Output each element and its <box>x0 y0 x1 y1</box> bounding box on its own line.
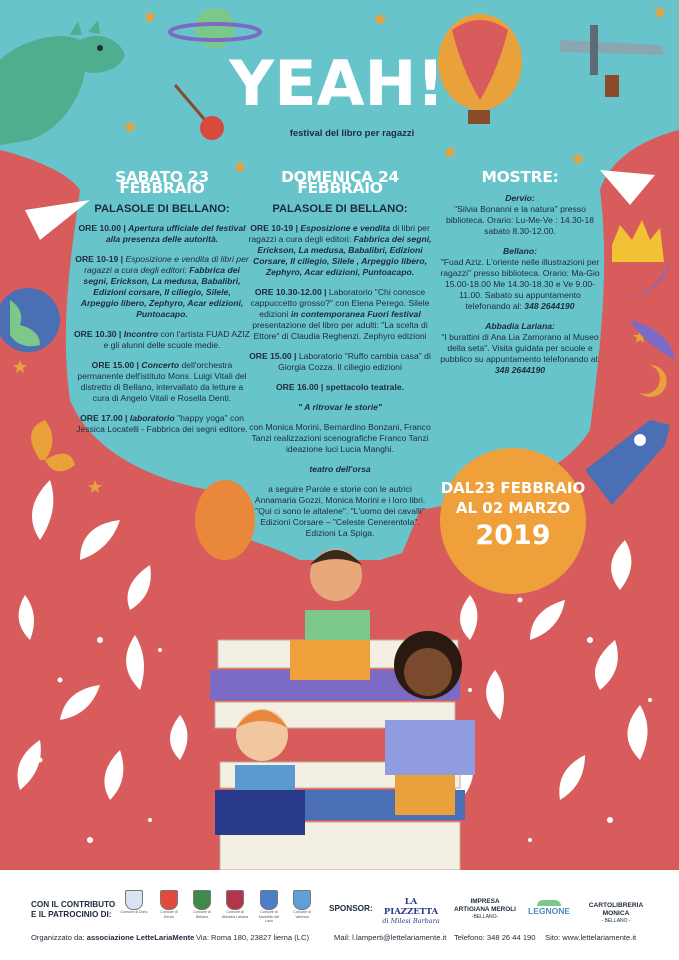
date-badge-line-1: DAL23 FEBBRAIO <box>440 479 586 497</box>
saturday-title: SABATO 23 FEBBRAIO <box>115 168 209 197</box>
balloon-illustration <box>438 14 522 124</box>
crest-bellano: Comune di Bellano <box>188 890 216 919</box>
sponsor-meroli: IMPRESA ARTIGIANA MEROLI -BELLANO- <box>454 898 516 920</box>
phone: Telefono: 348 26 44 190 <box>454 933 536 942</box>
date-badge-line-2: AL 02 MARZO <box>455 499 571 517</box>
saturday-column <box>74 168 250 444</box>
saturday-event-1: ORE 10.00 | Apertura ufficiale del festival alla presenza delle autorità. <box>78 223 246 244</box>
saturday-event-5: ORE 17.00 | laboratorio "happy yoga" con Jessica Locatelli - Fabbrica dei segni editore. <box>76 413 248 434</box>
sponsor-label: SPONSOR: <box>329 904 373 913</box>
exhibition-bellano-place: Bellano: <box>503 246 537 256</box>
sponsor-la-piazzetta: LA PIAZZETTA di Milesi Barbara <box>382 897 440 925</box>
exhibitions-column <box>436 168 604 385</box>
crest-dervio: Comune di Dervio <box>155 890 183 919</box>
saturday-event-3: ORE 10.30 | Incontro con l'artista FUAD AZIZ e gli alunni delle scuole medie. <box>74 329 250 350</box>
planet-illustration <box>170 8 260 48</box>
crest-dorio: Comune di Dorio <box>120 890 148 915</box>
exhibition-dervio-text: "Silvia Bonanni e la natura" presso biblioteca. Orario: Lu-Me-Ve : 14.30-18 sabato 8.30-12.00. <box>445 204 595 236</box>
sunday-title: DOMENICA 24 FEBBRAIO <box>281 168 399 197</box>
crest-mandello: Comune di Mandello del Lario <box>255 890 283 924</box>
contribution-label: CON IL CONTRIBUTO E IL PATROCINIO DI: <box>31 900 116 919</box>
organizer: Organizzato da: associazione LetteLariaMente <box>31 933 195 942</box>
sunday-venue: PALASOLE DI BELLANO: <box>272 203 408 215</box>
crest-icon <box>293 890 311 910</box>
website-link[interactable]: Sito: www.lettelariamente.it <box>545 933 637 942</box>
address: Via: Roma 180, 23827 lierna (LC) <box>196 933 309 942</box>
exhibition-abbadia-place: Abbadia Lariana: <box>485 321 555 331</box>
logo-text: YEAH! <box>229 47 445 120</box>
crest-icon <box>193 890 211 910</box>
date-badge-year: 2019 <box>475 520 551 551</box>
sunday-event-3: ORE 15.00 | Laboratorio "Ruffo cambia casa" di Giorgia Cozza. Il ciliegio edizioni <box>249 351 431 372</box>
exhibitions-title: MOSTRE: <box>481 168 559 186</box>
guitar-illustration <box>175 85 224 140</box>
festival-tagline: festival del libro per ragazzi <box>289 128 415 139</box>
sponsor-cartolibreria: CARTOLIBRERIA MONICA - BELLANO - <box>588 902 644 924</box>
tiger-illustration <box>195 480 255 560</box>
crest-abbadia: Comune di Abbadia Lariana <box>221 890 249 919</box>
exhibition-dervio-place: Dervio: <box>505 193 535 203</box>
crest-icon <box>160 890 178 910</box>
yeah-logo <box>229 33 445 143</box>
date-badge <box>440 448 586 594</box>
sunday-event-4: ORE 16.00 | spettacolo teatrale. <box>275 382 405 392</box>
crest-icon <box>260 890 278 910</box>
dragon-illustration <box>0 20 125 145</box>
footer <box>0 870 679 960</box>
sunday-company: teatro dell'orsa <box>309 464 371 474</box>
sunday-show-title: " A ritrovar le storie" <box>298 402 382 412</box>
email[interactable]: Mail: l.lamperti@lettelariamente.it <box>334 933 447 942</box>
saturday-event-2: ORE 10-19 | Esposizione e vendita di libri per ragazzi a cura degli editori: Fabbrica dei segni, Erickson, La medusa, Babalibri, Edizioni corsare, Il ciliegio, Silele, Arpeggio libero, Zephyro, Acar edizioni, Puntoacapo. <box>75 254 249 319</box>
sunday-show-credits: con Monica Morini, Bernardino Bonzani, Franco Tanzi realizzazioni scenografiche Franco Tanzi ideazione luci Lucia Manghi. <box>249 422 431 454</box>
sunday-event-2: ORE 10.30-12.00 | Laboratorio "Chi conosce cappuccetto grosso?" con Elena Perego. Silele edizioni in contemporanea Fuori festival presentazione del libro per adulti: "La scelta di Ettore" di Claudia Reghenzi. Zephyro edizioni <box>250 287 430 341</box>
crest-icon <box>226 890 244 910</box>
crest-icon <box>125 890 143 910</box>
exhibition-bellano-text: "Fuad Aziz. L'oriente nelle illustrazioni per ragazzi" presso biblioteca. Orario: Ma-Gio 15.00-18.00 Me 14.30-18.30 e Ve 9.00-11.00. Sabato su appuntamento telefonando al: 348 2644190 <box>440 257 600 311</box>
sunday-column <box>248 168 432 548</box>
exhibition-abbadia-text: "I burattini di Ana Lia Zamorano al Museo della seta". Visita guidata per scuole e pubblico su appuntamento telefonando al: 348 2644190 <box>440 332 600 375</box>
crest-varenna: Comune di Varenna <box>288 890 316 919</box>
sunday-event-1: ORE 10-19 | Esposizione e vendita di libri per ragazzi a cura degli editori: Fabbrica dei segni, Erickson, La medusa, Babalibri, Edizioni Corsare, Il ciliegio, Silele , Arpeggio libero, Zephyro, Acar edizioni, Puntoacapo. <box>248 223 432 277</box>
sponsor-legnone: LEGNONE <box>528 900 570 916</box>
sword-illustration <box>560 25 665 97</box>
sunday-follow-up: a seguire Parole e storie con le autrici Annamaria Gozzi, Monica Morini e i loro libri. "Qui ci sono le altalene". "L'uomo dei cavalli" Edizioni Corsare – "Celeste Cenerentola". Edizioni La Spiga. <box>254 484 426 538</box>
saturday-event-4: ORE 15.00 | Concerto dell'orchestra permanente dell'istituto Mons. Luigi Vitali del distretto di Bellano, intervallato da letture a cura di Angelo Vitali e Rosella Denti. <box>77 360 247 403</box>
saturday-venue: PALASOLE DI BELLANO: <box>94 203 230 215</box>
